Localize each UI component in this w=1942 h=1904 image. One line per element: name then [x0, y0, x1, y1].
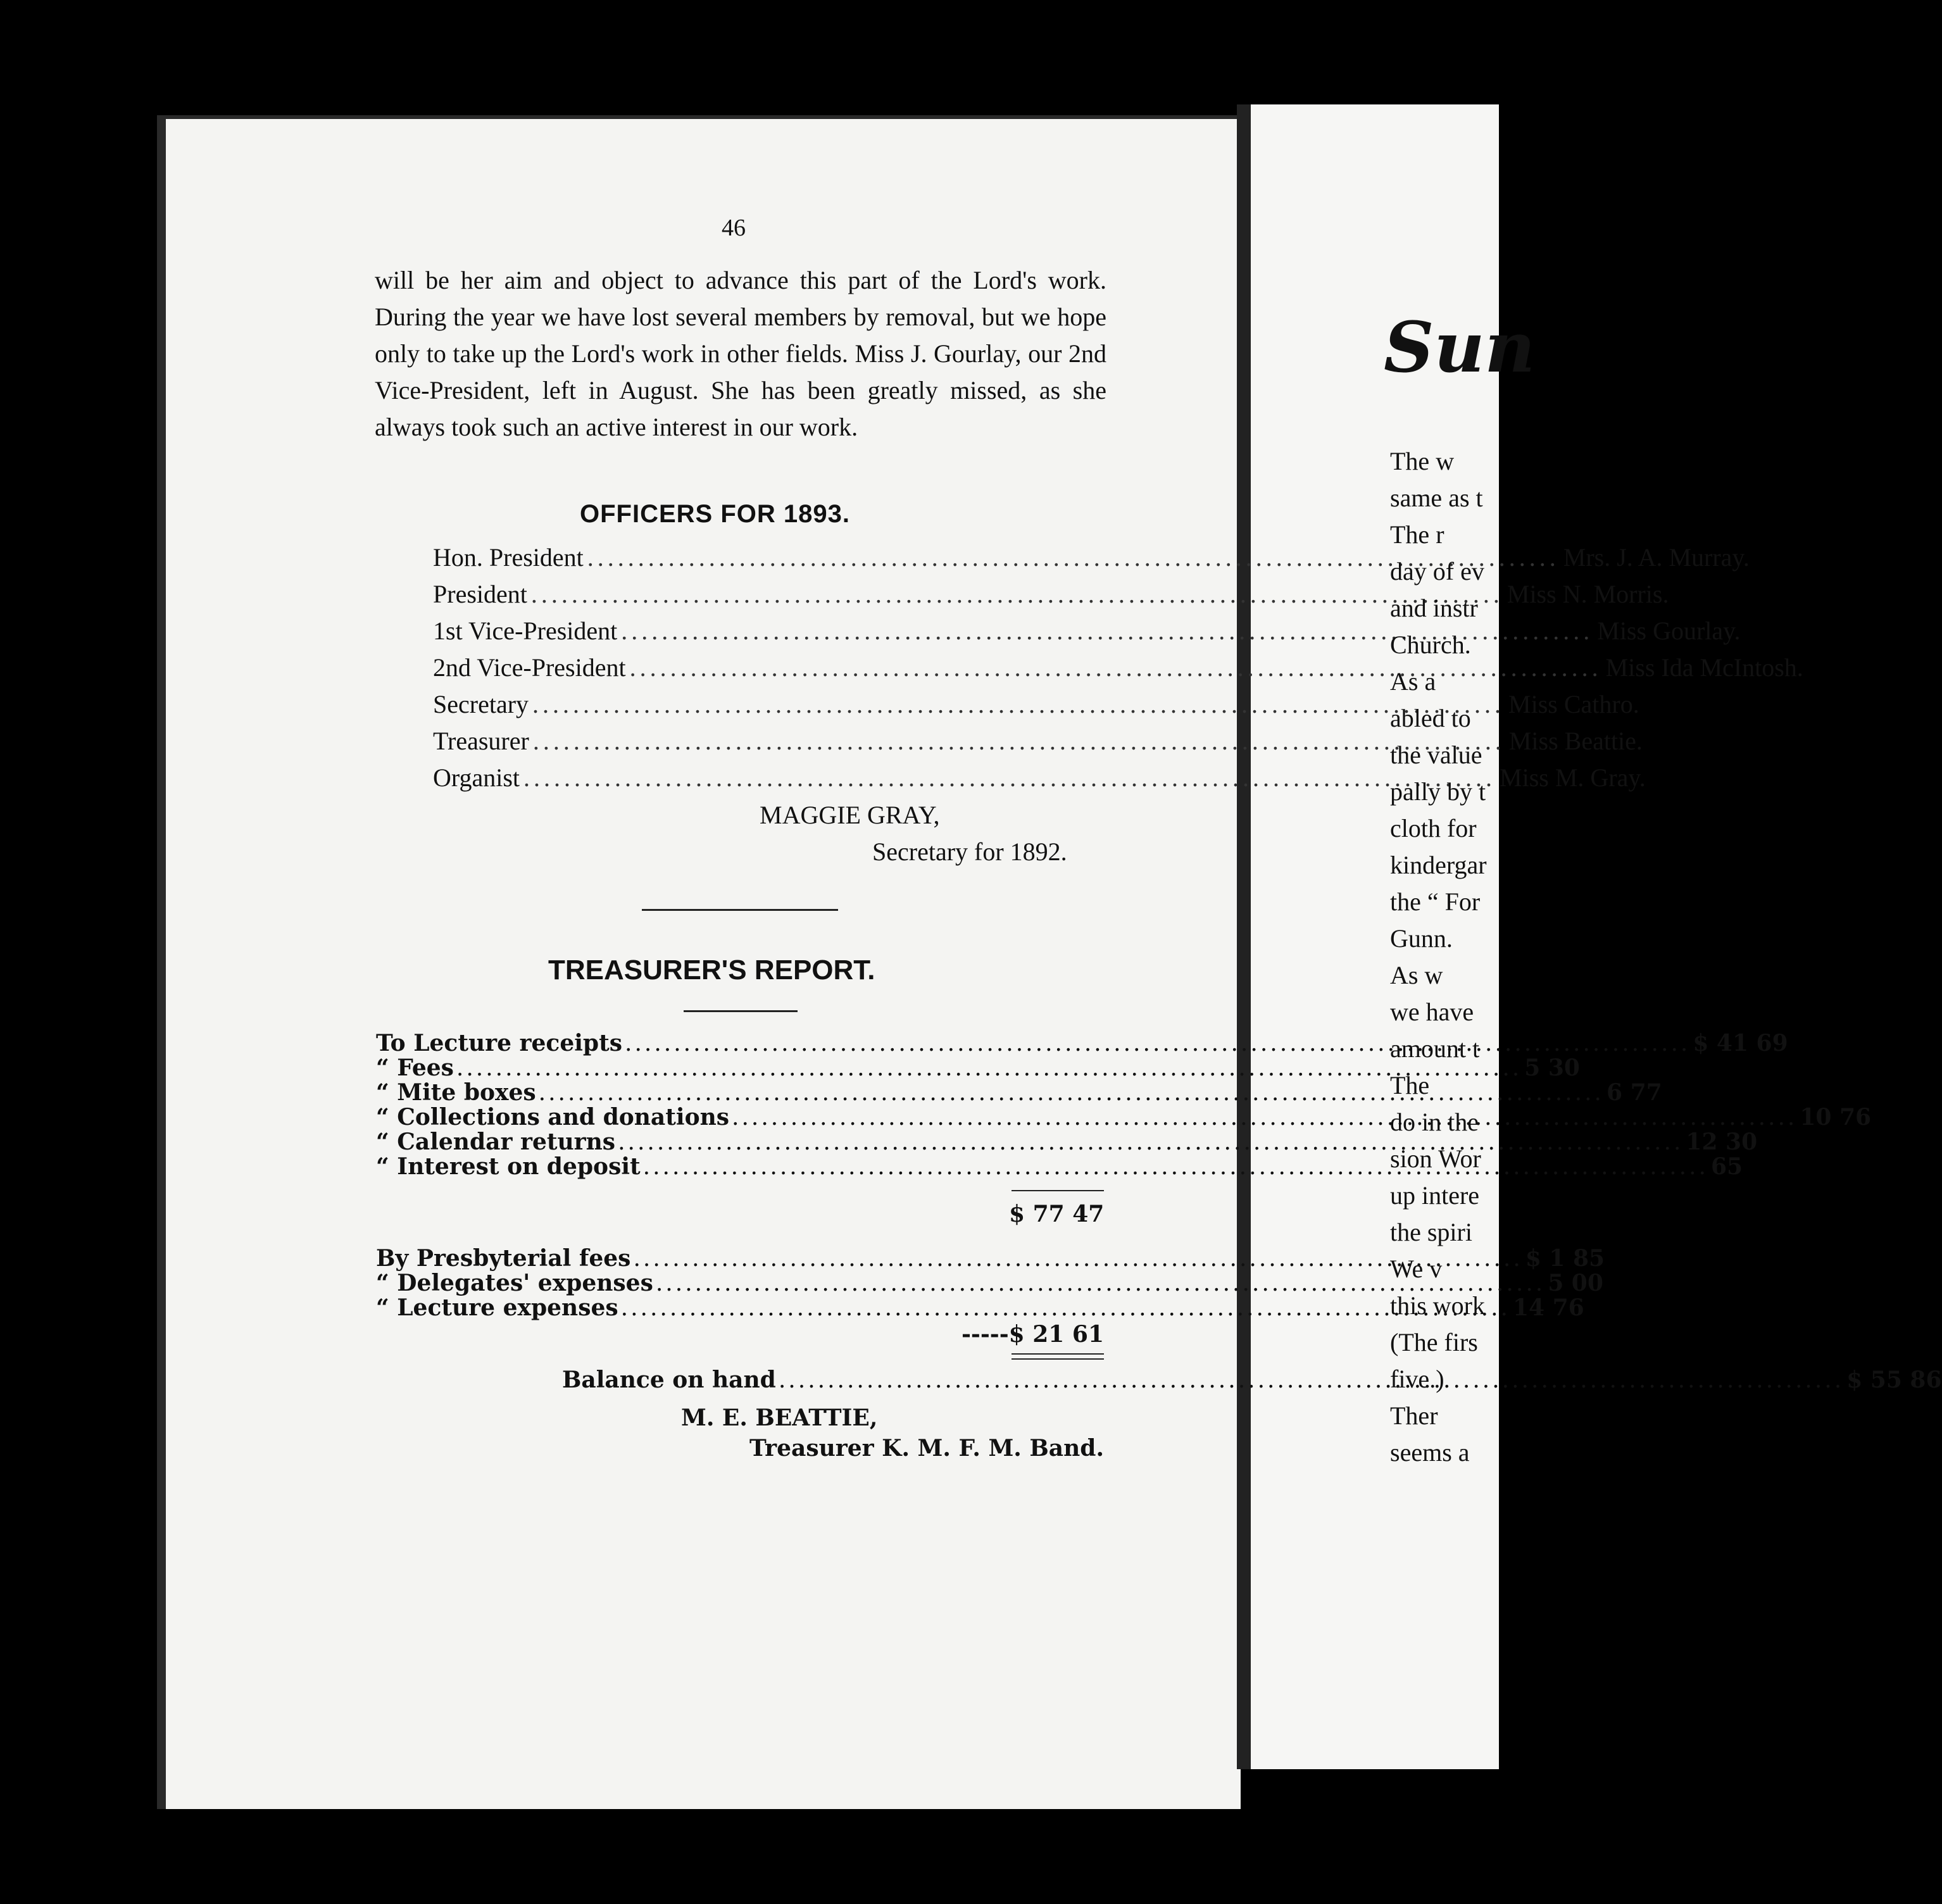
- balance-amount: $ 55 86: [1846, 1367, 1942, 1393]
- right-page-line: Church.: [1390, 630, 1471, 659]
- receipt-amount: $ 41 69: [1693, 1030, 1788, 1056]
- secretary-signature: MAGGIE GRAY,: [760, 801, 940, 829]
- right-page-line: The: [1390, 1071, 1430, 1099]
- leader-dots: [456, 1056, 1522, 1081]
- right-page-line: The r: [1390, 520, 1444, 549]
- right-page-line: Ther: [1390, 1401, 1438, 1430]
- heading-underline: [684, 1010, 798, 1012]
- expense-amount: 5 00: [1548, 1270, 1603, 1296]
- receipt-amount: 5 30: [1524, 1055, 1580, 1081]
- sum-rule: [1012, 1358, 1104, 1360]
- right-page-line: cloth for: [1390, 814, 1477, 842]
- right-page-line: (The firs: [1390, 1328, 1478, 1356]
- officer-name: Miss N. Morris.: [1507, 580, 1669, 608]
- expense-amount: 14 76: [1513, 1294, 1584, 1321]
- officer-role: Hon. President: [433, 543, 584, 572]
- leader-dots: [643, 1155, 1708, 1180]
- officer-role: 2nd Vice-President: [433, 653, 626, 682]
- right-page-line: day of ev: [1390, 557, 1484, 586]
- receipt-label: “ Fees: [376, 1055, 454, 1081]
- secretary-title: Secretary for 1892.: [872, 837, 1067, 866]
- expense-label: “ Delegates' expenses: [376, 1270, 653, 1296]
- receipt-amount: 12 30: [1686, 1129, 1758, 1155]
- sum-rule: [1012, 1190, 1104, 1191]
- leader-dots: [779, 1368, 1844, 1393]
- officer-role: 1st Vice-President: [433, 617, 618, 645]
- right-page-line: As w: [1390, 961, 1443, 989]
- receipt-row: [376, 1055, 1580, 1081]
- officers-heading: OFFICERS FOR 1893.: [580, 500, 850, 528]
- body-paragraph: will be her aim and object to advance this part of the Lord's work. During the year we have lost several members by removal, but we hope only to take up the Lord's work in other fields. Miss J. Gourlay, our 2nd Vice-President, left in August. She has been greatly missed, as she always took such an active interest in our work.: [375, 266, 1106, 441]
- leader-dots: [533, 723, 1505, 760]
- officer-name: Miss Cathro.: [1508, 690, 1639, 718]
- expense-label: By Presbyterial fees: [376, 1245, 631, 1272]
- right-page-line: do in the: [1390, 1108, 1479, 1136]
- receipt-amount: 6 77: [1606, 1079, 1662, 1106]
- right-page-line: The w: [1390, 447, 1455, 475]
- expense-amount: $ 1 85: [1525, 1245, 1605, 1272]
- right-page-line: the spiri: [1390, 1218, 1472, 1246]
- expense-label: “ Lecture expenses: [376, 1294, 618, 1321]
- officer-name: Miss Beattie.: [1508, 727, 1643, 755]
- leader-dots: [618, 1130, 1683, 1155]
- section-divider: [642, 909, 838, 911]
- officer-name: Miss Ida McIntosh.: [1605, 653, 1803, 682]
- right-page-line: We v: [1390, 1255, 1443, 1283]
- right-page-line: the “ For: [1390, 887, 1481, 916]
- leader-dots: [633, 1246, 1522, 1272]
- right-page-title: Sun: [1384, 306, 1536, 388]
- officer-role: Organist: [433, 763, 520, 792]
- expenses-total: -----$ 21 61: [961, 1321, 1104, 1348]
- leader-dots: [531, 576, 1503, 613]
- right-page-line: five.): [1390, 1365, 1444, 1393]
- right-page-line: Gunn.: [1390, 924, 1453, 953]
- receipt-label: “ Interest on deposit: [376, 1153, 641, 1180]
- page-number: 46: [722, 215, 746, 241]
- officer-role: Treasurer: [433, 727, 529, 755]
- right-page-line: same as t: [1390, 484, 1483, 512]
- expense-row: [376, 1270, 1603, 1296]
- receipt-label: “ Mite boxes: [376, 1079, 536, 1106]
- leader-dots: [523, 760, 1496, 796]
- treasurer-title: Treasurer K. M. F. M. Band.: [749, 1435, 1105, 1462]
- receipt-label: To Lecture receipts: [376, 1030, 622, 1056]
- right-page-line: this work: [1390, 1291, 1485, 1320]
- right-page-text: [1390, 443, 1487, 1471]
- right-page-line: kindergar: [1390, 851, 1487, 879]
- receipts-total: $ 77 47: [1009, 1201, 1105, 1227]
- leader-dots: [532, 686, 1505, 723]
- leader-dots: [621, 1296, 1510, 1321]
- officer-name: Miss M. Gray.: [1500, 763, 1646, 792]
- receipt-row: [376, 1129, 1758, 1155]
- right-page-line: abled to: [1390, 704, 1471, 732]
- receipt-amount: 10 76: [1800, 1104, 1872, 1130]
- receipt-amount: 65: [1710, 1153, 1743, 1180]
- receipt-label: “ Calendar returns: [376, 1129, 616, 1155]
- right-page-line: As a: [1390, 667, 1436, 696]
- treasurer-signature: M. E. BEATTIE,: [681, 1405, 878, 1431]
- right-page-line: up intere: [1390, 1181, 1480, 1210]
- officer-name: Mrs. J. A. Murray.: [1563, 543, 1750, 572]
- officer-name: Miss Gourlay.: [1597, 617, 1741, 645]
- right-page-line: and instr: [1390, 594, 1478, 622]
- sum-rule: [1012, 1353, 1104, 1355]
- officer-role: President: [433, 580, 527, 608]
- treasurer-heading: TREASURER'S REPORT.: [548, 955, 875, 986]
- receipt-label: “ Collections and donations: [376, 1104, 730, 1130]
- right-page-line: sion Wor: [1390, 1144, 1481, 1173]
- officer-role: Secretary: [433, 690, 529, 718]
- right-page-line: amount t: [1390, 1034, 1480, 1063]
- leader-dots: [732, 1105, 1797, 1130]
- balance-label: Balance on hand: [562, 1367, 776, 1393]
- right-page-line: seems a: [1390, 1438, 1470, 1467]
- leader-dots: [625, 1031, 1690, 1056]
- right-page-line: pally by t: [1390, 777, 1486, 806]
- right-page-line: the value: [1390, 741, 1482, 769]
- right-page-line: we have: [1390, 998, 1474, 1026]
